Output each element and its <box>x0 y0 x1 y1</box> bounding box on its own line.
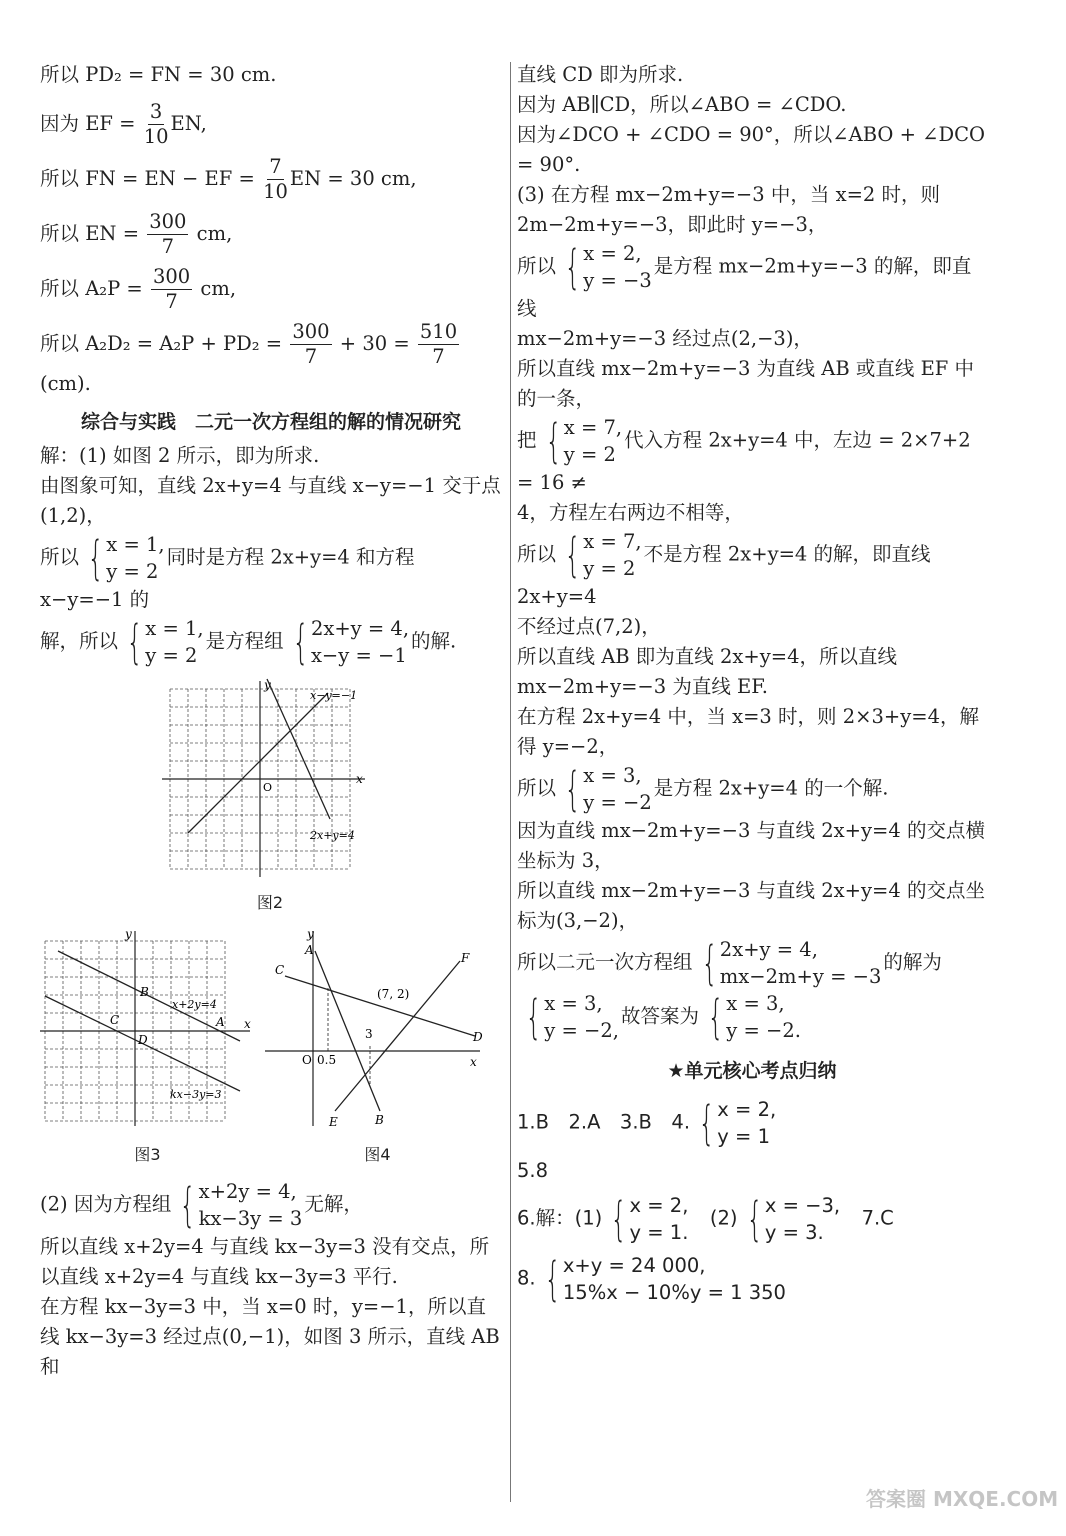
fraction: $\frac{300}{7}$ <box>292 320 330 368</box>
fig3-graph <box>40 926 255 1131</box>
fig4-point-label: (7, 2) <box>377 987 410 1001</box>
fraction: $\frac{3}{10}$ <box>143 100 169 148</box>
answer-line: 5.8 <box>517 1159 549 1182</box>
line: 不经过点(7,2)， <box>517 615 661 638</box>
fig4-caption: 图4 <box>364 1145 391 1164</box>
line: 因为∠DCO + ∠CDO = 90°，所以∠ABO + ∠DCO = 90°. <box>517 123 986 176</box>
fig3-pt-D: D <box>138 1033 148 1047</box>
answer-line: 8. { x+y = 24 000, 15%x − 10%y = 1 350 <box>517 1252 786 1306</box>
fig2-origin: O <box>263 781 273 794</box>
equation-system: { x = 3, y = −2 <box>564 762 652 816</box>
unit-title: ★单元核心考点归纳 <box>667 1060 837 1082</box>
fig2-line-x-minus-y <box>188 693 328 833</box>
line: 所以直线 mx−2m+y=−3 为直线 AB 或直线 EF 中的一条， <box>517 357 975 410</box>
fig3-pt-C: C <box>110 1013 120 1027</box>
fig3-caption: 图3 <box>134 1145 161 1164</box>
equation-system: { x = 3, y = −2. <box>707 990 801 1044</box>
equation-system: { x+y = 24 000, 15%x − 10%y = 1 350 <box>544 1252 786 1306</box>
figure-4 <box>265 926 490 1170</box>
fraction: $\frac{300}{7}$ <box>152 265 191 313</box>
line: 所以 FN = EN − EF = $\frac{7}{10}$ EN = 30 cm, <box>40 155 417 203</box>
fig4-pt-A: A <box>305 943 314 957</box>
equation-system: { x = 2, y = −3 <box>564 240 652 294</box>
equation-system: { x = −3, y = 3. <box>746 1192 841 1246</box>
figure-row <box>40 926 502 1170</box>
fig3-x-label: x <box>244 1017 251 1031</box>
watermark-logo <box>866 1484 1059 1530</box>
fig4-tick-05: 0.5 <box>317 1053 337 1067</box>
equation-system: { 2x+y = 4, x−y = −1 <box>292 615 410 669</box>
line: 所以 EN = $\frac{300}{7}$ cm, <box>40 210 233 258</box>
fig4-pt-F: F <box>461 951 470 965</box>
fig3-line-AB <box>58 951 240 1041</box>
line: 所以 { x = 7, y = 2 不是方程 2x+y=4 的解，即直线 2x+y=4 <box>517 528 931 608</box>
line: (3) 在方程 mx−2m+y=−3 中，当 x=2 时，则 2m−2m+y=−3，即此时 y=−3， <box>517 183 941 236</box>
fig2-label-1: x−y=−1 <box>310 689 358 702</box>
line: 所以 A₂P = $\frac{300}{7}$ cm, <box>40 265 237 313</box>
fig2-y-label: y <box>264 678 271 692</box>
line: 所以 { x = 3, y = −2 是方程 2x+y=4 的一个解. <box>517 762 889 816</box>
section-title: 综合与实践 二元一次方程组的解的情况研究 <box>80 411 461 433</box>
equation-system: { x = 3, y = −2, <box>525 990 619 1044</box>
line: 所以 A₂D₂ = A₂P + PD₂ = $\frac{300}{7}$ + 30 = $\frac{510}{7}$ (cm). <box>40 320 458 395</box>
fig3-label-2: kx−3y=3 <box>170 1088 222 1101</box>
line: 因为 AB∥CD，所以∠ABO = ∠CDO. <box>517 93 847 116</box>
line: (2) 因为方程组 { x+2y = 4, kx−3y = 3 无解， <box>40 1178 363 1232</box>
line: 在方程 kx−3y=3 中，当 x=0 时，y=−1，所以直线 kx−3y=3 经过点(0,−1)，如图 3 所示，直线 AB 和 <box>40 1295 500 1378</box>
fig4-pt-E: E <box>329 1115 338 1129</box>
fig2-x-label: x <box>356 772 363 786</box>
line: 因为 EF = $\frac{3}{10}$ EN, <box>40 100 207 148</box>
line: mx−2m+y=−3 经过点(2,−3)， <box>517 327 813 350</box>
equation-system: { x = 7, y = 2 <box>564 528 642 582</box>
line: 由图象可知，直线 2x+y=4 与直线 x−y=−1 交于点(1,2)， <box>40 474 501 527</box>
right-column <box>517 60 987 1306</box>
line: 4，方程左右两边不相等， <box>517 501 744 524</box>
fig4-graph <box>265 926 490 1131</box>
line: 所以二元一次方程组 { 2x+y = 4, mx−2m+y = −3 的解为 <box>517 936 942 990</box>
answer-line: 1.B 2.A 3.B 4. { x = 2, y = 1 <box>517 1096 777 1150</box>
fig2-label-2: 2x+y=4 <box>310 829 355 842</box>
fraction: $\frac{7}{10}$ <box>263 155 288 203</box>
line: { x = 3, y = −2, 故答案为 { x = 3, y = −2. <box>517 990 987 1044</box>
equation-system: { x = 1, y = 2 <box>87 531 165 585</box>
fig3-pt-B: B <box>140 985 149 999</box>
line: 所以 { x = 2, y = −3 是方程 mx−2m+y=−3 的解，即直线 <box>517 240 972 320</box>
equation-system: { x = 2, y = 1 <box>698 1096 777 1150</box>
fraction: $\frac{510}{7}$ <box>419 320 458 368</box>
fig4-pt-C: C <box>275 963 285 977</box>
line: 所以 PD₂ = FN = 30 cm. <box>40 63 277 86</box>
fig4-pt-D: D <box>473 1030 483 1044</box>
line: 直线 CD 即为所求. <box>517 63 684 86</box>
fig4-origin: O <box>302 1053 312 1067</box>
equation-system: { x+2y = 4, kx−3y = 3 <box>179 1178 303 1232</box>
line: 所以直线 mx−2m+y=−3 与直线 2x+y=4 的交点坐标为(3,−2)， <box>517 879 985 932</box>
fig4-pt-B: B <box>375 1113 384 1127</box>
equation-system: { x = 2, y = 1. <box>610 1192 689 1246</box>
svg-text:答案圈 MXQE.COM: 答案圈 MXQE.COM <box>866 1487 1059 1511</box>
left-column <box>40 60 502 1382</box>
figure-2 <box>160 679 380 918</box>
fig4-x-label: x <box>470 1055 477 1069</box>
line: 在方程 2x+y=4 中，当 x=3 时，则 2×3+y=4，解得 y=−2， <box>517 705 979 758</box>
fig3-y-label: y <box>125 927 132 941</box>
fraction: $\frac{300}{7}$ <box>149 210 187 258</box>
line: 所以直线 AB 即为直线 2x+y=4，所以直线 mx−2m+y=−3 为直线 EF. <box>517 645 898 698</box>
answer-line: 6.解：(1) { x = 2, y = 1. (2) { x = −3, y = 3. 7.C <box>517 1192 894 1246</box>
fig2-graph <box>160 679 380 879</box>
column-divider <box>510 62 511 1502</box>
fig3-label-1: x+2y=4 <box>172 998 217 1011</box>
line: 解：(1) 如图 2 所示，即为所求. <box>40 444 320 467</box>
equation-system: { 2x+y = 4, mx−2m+y = −3 <box>701 936 882 990</box>
equation-system: { x = 7, y = 2 <box>545 414 623 468</box>
line: 所以 { x = 1, y = 2 同时是方程 2x+y=4 和方程 x−y=−1 的 <box>40 531 415 611</box>
fig4-line-EF <box>335 961 460 1111</box>
line: 因为直线 mx−2m+y=−3 与直线 2x+y=4 的交点横坐标为 3， <box>517 819 985 872</box>
fig2-caption: 图2 <box>256 893 284 912</box>
line: 解，所以 { x = 1, y = 2 是方程组 { 2x+y = 4, x−y = −1 的解. <box>40 615 457 669</box>
fig4-y-label: y <box>307 927 314 941</box>
figure-3 <box>40 926 255 1170</box>
line: 把 { x = 7, y = 2 代入方程 2x+y=4 中，左边 = 2×7+2 = 16 ≠ <box>517 414 971 494</box>
fig4-tick-3: 3 <box>365 1027 373 1041</box>
equation-system: { x = 1, y = 2 <box>126 615 204 669</box>
line: 所以直线 x+2y=4 与直线 kx−3y=3 没有交点，所以直线 x+2y=4 与直线 kx−3y=3 平行. <box>40 1235 490 1288</box>
fig3-pt-A: A <box>216 1015 225 1029</box>
